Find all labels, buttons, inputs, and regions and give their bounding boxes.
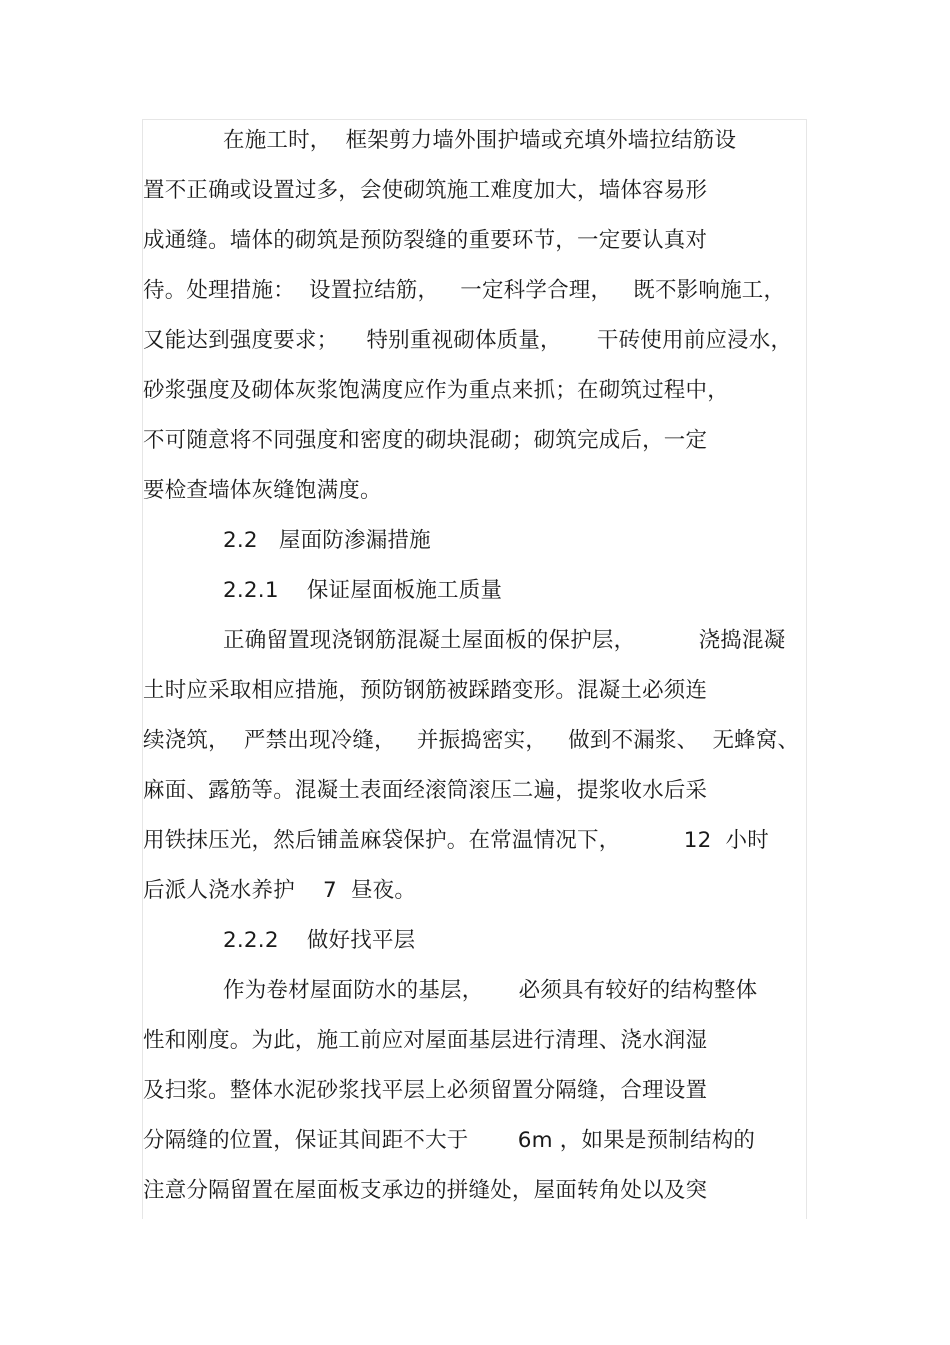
text-line: 待。处理措施： 设置拉结筋， 一定科学合理， 既不影响施工， (143, 278, 786, 303)
text-line: 成通缝。墙体的砌筑是预防裂缝的重要环节，一定要认真对 (143, 228, 708, 253)
text-line: 及扫浆。整体水泥砂浆找平层上必须留置分隔缝，合理设置 (143, 1078, 708, 1103)
text-line: 正确留置现浇钢筋混凝土屋面板的保护层， 浇捣混凝 (223, 628, 786, 653)
text-line: 2.2 屋面防渗漏措施 (223, 528, 431, 553)
text-line: 作为卷材屋面防水的基层， 必须具有较好的结构整体 (223, 978, 758, 1003)
text-line: 续浇筑， 严禁出现冷缝， 并振捣密实， 做到不漏浆、 无蜂窝、 (143, 728, 800, 753)
text-line: 2.2.1 保证屋面板施工质量 (223, 578, 503, 603)
text-line: 后派人浇水养护 7 昼夜。 (143, 878, 417, 903)
text-line: 麻面、露筋等。混凝土表面经滚筒滚压二遍，提浆收水后采 (143, 778, 708, 803)
text-line: 土时应采取相应措施，预防钢筋被踩踏变形。混凝土必须连 (143, 678, 708, 703)
document-body (143, 116, 807, 1216)
text-line: 不可随意将不同强度和密度的砌块混砌；砌筑完成后，一定 (143, 428, 708, 453)
text-line: 2.2.2 做好找平层 (223, 928, 416, 953)
text-line: 又能达到强度要求； 特别重视砌体质量， 干砖使用前应浸水， (143, 328, 793, 353)
text-line: 砂浆强度及砌体灰浆饱满度应作为重点来抓；在砌筑过程中， (143, 378, 729, 403)
text-line: 分隔缝的位置，保证其间距不大于 6m ，如果是预制结构的 (143, 1128, 756, 1153)
text-line: 性和刚度。为此，施工前应对屋面基层进行清理、浇水润湿 (143, 1028, 708, 1053)
text-line: 置不正确或设置过多，会使砌筑施工难度加大，墙体容易形 (143, 178, 708, 203)
text-line: 用铁抹压光，然后铺盖麻袋保护。在常温情况下， 12 小时 (143, 828, 769, 853)
text-line: 注意分隔留置在屋面板支承边的拼缝处，屋面转角处以及突 (143, 1178, 708, 1203)
text-line: 要检查墙体灰缝饱满度。 (143, 478, 382, 503)
text-line: 在施工时， 框架剪力墙外围护墙或充填外墙拉结筋设 (223, 128, 737, 153)
